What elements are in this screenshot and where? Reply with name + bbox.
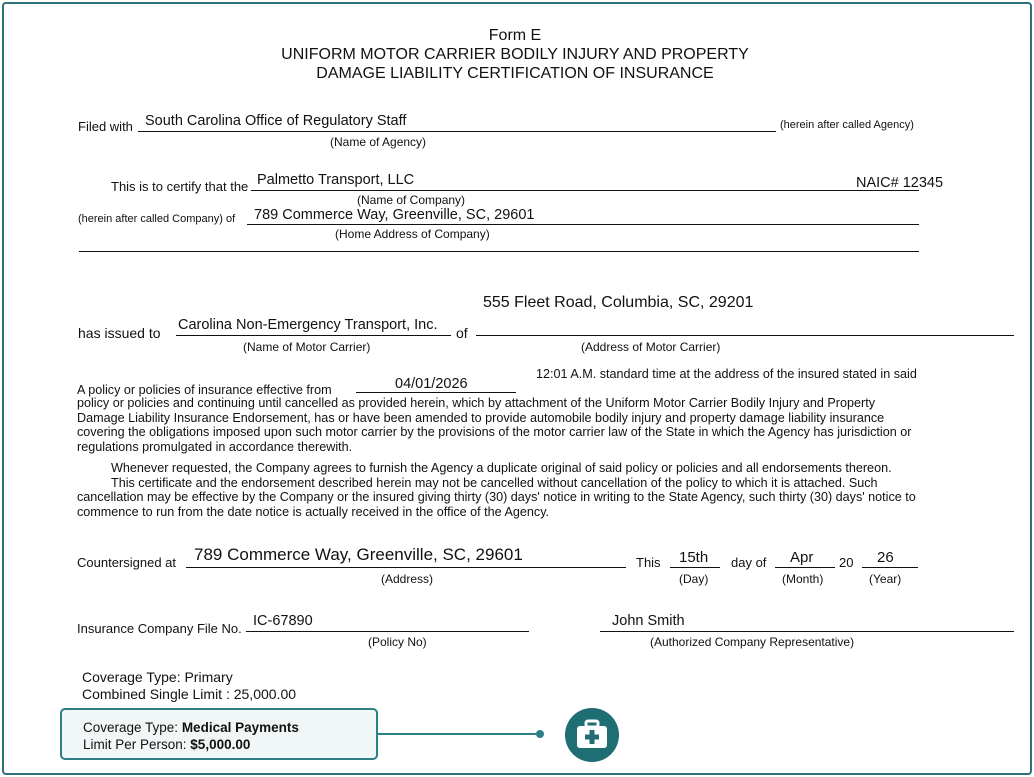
countersign-address-value: 789 Commerce Way, Greenville, SC, 29601 [194, 545, 523, 564]
issued-to-label: has issued to [78, 325, 161, 341]
company-address-label: (herein after called Company) of [78, 213, 236, 225]
year-value: 26 [877, 549, 894, 566]
policy-paragraph-2 [77, 461, 916, 519]
year-prefix: 20 [839, 555, 854, 570]
company-address-caption: (Home Address of Company) [335, 227, 490, 241]
countersigned-label: Countersigned at [77, 555, 177, 570]
company-address-line2 [79, 251, 919, 252]
form-title-line2: DAMAGE LIABILITY CERTIFICATION OF INSURANCE [316, 65, 714, 82]
agency-name-line [138, 131, 776, 132]
file-number-value: IC-67890 [253, 613, 313, 629]
form-title-line1: UNIFORM MOTOR CARRIER BODILY INJURY AND PROPERTY [281, 46, 749, 63]
policy-para1-line: covering the obligations imposed upon such motor carrier by the provisions of the motor carrier law of the State in which the Agency has jurisdiction or [77, 425, 912, 439]
agency-suffix: (herein after called Agency) [780, 119, 914, 131]
year-caption: (Year) [869, 572, 902, 586]
day-value: 15th [679, 549, 709, 566]
company-address-line [247, 224, 919, 225]
day-caption: (Day) [679, 572, 709, 586]
company-name-caption: (Name of Company) [357, 193, 466, 207]
policy-para1-line: policy or policies and continuing until cancelled as provided herein, which by attachment of the Uniform Motor Carrier Bodily Injury and Property [77, 396, 876, 410]
countersign-address-line [186, 567, 626, 568]
month-value: Apr [790, 549, 814, 566]
policy-para2-line: This certificate and the endorsement described herein may not be cancelled without cancellation of the policy to which it is attached. Such [111, 475, 878, 490]
day-of-label: day of [731, 555, 767, 570]
policy-para2-line: Whenever requested, the Company agrees to furnish the Agency a duplicate original of said policy or policies and all endorsements thereon. [111, 461, 892, 475]
callout-limit-value: $5,000.00 [190, 737, 251, 752]
certify-label: This is to certify that the [111, 179, 249, 194]
file-number-line [246, 631, 529, 632]
callout-type-value: Medical Payments [181, 720, 299, 735]
policy-para2-line: cancellation may be effective by the Company or the insured giving thirty (30) days' notice in writing to the State Agency, such thirty (30) days' notice to [77, 490, 916, 504]
callout-limit-label: Limit Per Person: [83, 737, 191, 752]
year-line [862, 567, 918, 568]
file-number-label: Insurance Company File No. [77, 621, 242, 636]
policy-paragraph-1 [77, 396, 911, 454]
month-caption: (Month) [782, 572, 824, 586]
form-name: Form E [488, 27, 542, 44]
representative-name: John Smith [612, 613, 685, 629]
callout-type-label: Coverage Type: [83, 720, 182, 735]
policy-para1-line: Damage Liability Insurance Endorsement, has or have been amended to provide automobile bodily injury and property damage liability insurance [77, 410, 885, 425]
effective-label: A policy or policies of insurance effective from [77, 383, 332, 397]
company-name-line [251, 190, 919, 191]
carrier-address-caption: (Address of Motor Carrier) [581, 340, 721, 354]
carrier-address-line [476, 335, 1014, 336]
this-label: This [636, 555, 661, 570]
filed-with-label: Filed with [78, 119, 133, 134]
carrier-address-value: 555 Fleet Road, Columbia, SC, 29201 [483, 294, 754, 311]
naic-number: NAIC# 12345 [856, 175, 944, 191]
representative-caption: (Authorized Company Representative) [650, 635, 855, 649]
coverage-type-line: Coverage Type: Primary [82, 669, 233, 685]
day-line [670, 567, 720, 568]
carrier-name-line [176, 335, 451, 336]
company-name-value: Palmetto Transport, LLC [257, 172, 415, 188]
effective-date-line [356, 392, 516, 393]
file-number-caption: (Policy No) [368, 635, 427, 649]
countersign-address-caption: (Address) [381, 572, 434, 586]
standard-time-text: 12:01 A.M. standard time at the address of the insured stated in said [536, 367, 917, 381]
policy-para1-line: regulations promulgated in accordance therewith. [77, 439, 353, 454]
carrier-name-value: Carolina Non-Emergency Transport, Inc. [178, 317, 438, 333]
month-line [775, 567, 835, 568]
representative-line [600, 631, 1014, 632]
of-label: of [456, 325, 468, 341]
medical-payments-callout [60, 708, 378, 760]
callout-connector-dot [536, 730, 544, 738]
agency-name-value: South Carolina Office of Regulatory Staff [145, 113, 407, 129]
callout-connector [378, 733, 540, 735]
medical-kit-icon [565, 708, 619, 762]
agency-caption: (Name of Agency) [330, 135, 427, 149]
effective-date-value: 04/01/2026 [395, 376, 468, 392]
policy-para2-line: commence to run from the date notice is actually received in the office of the Agency. [77, 504, 550, 519]
carrier-name-caption: (Name of Motor Carrier) [243, 340, 371, 354]
combined-limit-line: Combined Single Limit : 25,000.00 [82, 686, 297, 702]
company-address-value: 789 Commerce Way, Greenville, SC, 29601 [254, 207, 535, 223]
